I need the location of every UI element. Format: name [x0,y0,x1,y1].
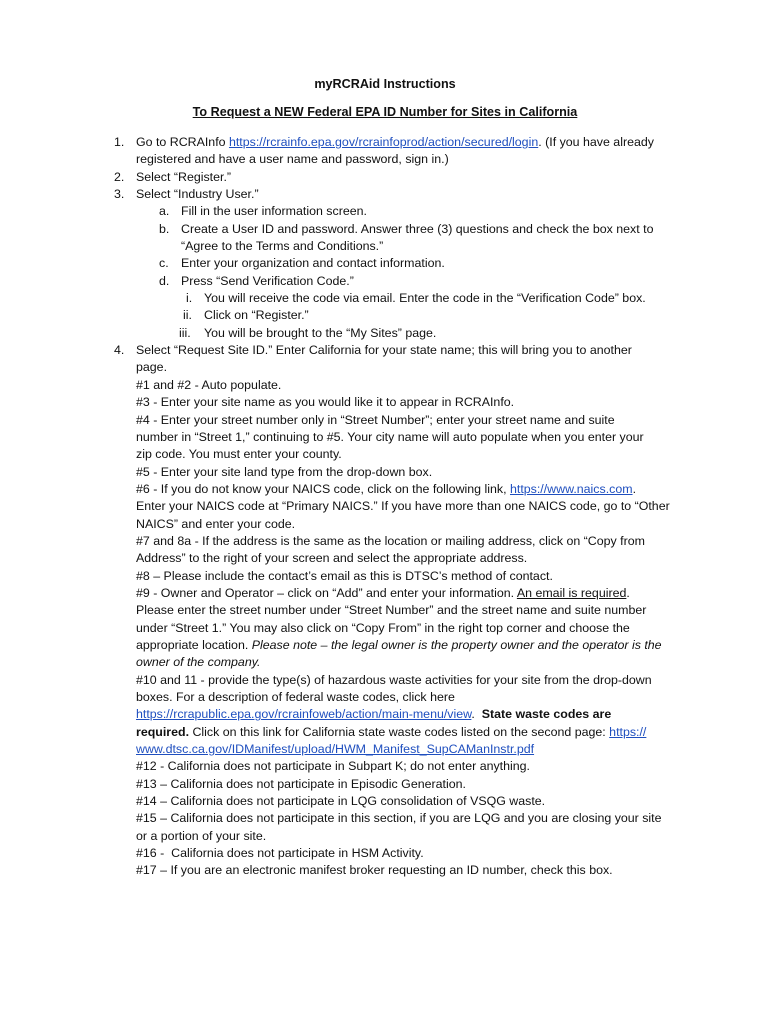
field-10-11-cont [0,741,770,758]
field-4-cont [0,429,770,446]
field-note: Enter your NAICS code at “Primary NAICS.” If you have more than one NAICS code, go to “Other [136,499,670,514]
step-4 [0,342,770,359]
roman-text: You will receive the code via email. Enter the code in the “Verification Code” box. [204,291,646,306]
field-note: or a portion of your site. [136,828,267,843]
page-subtitle: To Request a NEW Federal EPA ID Number for Sites in California [192,105,578,119]
legal-owner-note: Please note – the legal owner is the property owner and the operator is the [251,637,662,652]
step-4-cont [0,359,770,376]
instructions-list [0,134,770,880]
field-16 [0,845,770,862]
substep-text: Create a User ID and password. Answer three (3) questions and check the box next to [181,221,654,236]
roman-label: ii. [183,308,192,323]
field-note [136,724,646,741]
field-note-part: Click on this link for California state waste codes listed on the second page: [189,724,610,739]
field-note: NAICS” and enter your code. [136,516,296,531]
field-note-part: #9 - Owner and Operator – click on “Add” and enter your information. [136,585,517,600]
roman-label: i. [186,291,193,306]
step-text: page. [136,360,168,375]
substep-label: b. [159,221,170,236]
field-10-11-cont [0,724,770,741]
field-note: #10 and 11 - provide the type(s) of hazardous waste activities for your site from the drop-down [136,672,652,687]
step-2 [0,169,770,186]
field-note: #7 and 8a - If the address is the same as the location or mailing address, click on “Copy from [136,533,645,548]
substep-text: Press “Send Verification Code.” [181,273,354,288]
substep-d-i [0,290,770,307]
substep-d-ii [0,307,770,324]
field-10-11-cont [0,689,770,706]
substep-text: Enter your organization and contact information. [181,256,445,271]
field-15 [0,810,770,827]
page-title: myRCRAid Instructions [314,77,456,91]
field-note-part: . [632,481,637,496]
field-10-11-cont [0,706,770,723]
field-7 [0,533,770,550]
field-4 [0,412,770,429]
field-10-11 [0,672,770,689]
field-note [136,706,611,723]
field-note [136,637,662,654]
field-note: #1 and #2 - Auto populate. [136,377,282,392]
field-note [136,481,636,498]
substep-b-cont [0,238,770,255]
step-number: 1. [114,135,125,149]
field-5 [0,464,770,481]
field-note: zip code. You must enter your county. [136,447,342,462]
substep-label: a. [159,204,170,219]
field-note: #12 - California does not participate in Subpart K; do not enter anything. [136,759,530,774]
field-9-cont [0,602,770,619]
field-6 [0,481,770,498]
field-6-cont [0,498,770,515]
ca-waste-codes-link-cont[interactable]: www.dtsc.ca.gov/IDManifest/upload/HWM_Manifest_SupCAManInstr.pdf [136,742,535,757]
legal-owner-note: owner of the company. [136,655,261,670]
substep-text: “Agree to the Terms and Conditions.” [181,239,384,254]
field-9-cont [0,620,770,637]
email-required-note: An email is required [516,585,627,600]
field-note-part: . [471,707,482,722]
field-note: boxes. For a description of federal waste codes, click here [136,690,455,704]
field-9-cont [0,654,770,671]
step-text: Select “Industry User.” [136,187,259,202]
step-number: 3. [114,187,125,202]
step-number: 2. [114,169,125,184]
field-3 [0,394,770,411]
field-note: number in “Street 1,” continuing to #5. Your city name will auto populate when you enter your [136,429,644,444]
field-note-part: . [626,585,630,600]
field-17 [0,862,770,879]
field-note [136,585,630,602]
field-1-2 [0,377,770,394]
field-14 [0,793,770,810]
field-note: #13 – California does not participate in Episodic Generation. [136,776,466,791]
step-1-cont [0,151,770,168]
substep-b [0,221,770,238]
field-9-cont [0,637,770,654]
step-text: Select “Request Site ID.” Enter California for your state name; this will bring you to another [136,343,632,358]
federal-waste-codes-link[interactable]: https://rcrapublic.epa.gov/rcrainfoweb/action/main-menu/view [136,707,472,722]
field-note: #5 - Enter your site land type from the drop-down box. [136,464,433,479]
field-note-part: #6 - If you do not know your NAICS code, click on the following link, [136,481,510,496]
field-13 [0,776,770,793]
roman-label: iii. [179,325,191,340]
field-15-cont [0,828,770,845]
naics-link[interactable]: https://www.naics.com [509,481,633,496]
state-codes-required-note: State waste codes are [481,707,612,722]
field-note: under “Street 1.” You may also click on “Copy From” in the right top corner and choose the [136,620,630,635]
field-note: #16 - California does not participate in HSM Activity. [136,846,424,861]
field-note: Please enter the street number under “Street Number” and the street name and suite number [136,603,647,618]
field-6-cont [0,516,770,533]
substep-text: Fill in the user information screen. [181,204,367,219]
step-text [136,134,654,151]
field-note: Address” to the right of your screen and select the appropriate address. [136,551,528,566]
field-note: #17 – If you are an electronic manifest broker requesting an ID number, check this box. [136,863,613,878]
substep-d [0,273,770,290]
field-9 [0,585,770,602]
step-1 [0,134,770,151]
roman-text: Click on “Register.” [204,308,309,323]
field-12 [0,758,770,775]
field-note: #4 - Enter your street number only in “Street Number”; enter your street name and suite [136,412,615,427]
substep-c [0,255,770,272]
field-7-cont [0,550,770,567]
ca-waste-codes-link[interactable]: https:// [609,724,647,739]
step-text-part: . (If you have already [538,135,654,149]
field-note: #3 - Enter your site name as you would like it to appear in RCRAInfo. [136,395,515,410]
substep-label: c. [159,256,169,271]
step-text-part: Go to RCRAInfo [136,135,229,149]
field-note-part: appropriate location. [136,637,252,652]
field-8 [0,568,770,585]
step-text: registered and have a user name and password, sign in.) [136,152,449,167]
step-number: 4. [114,343,125,358]
step-text: Select “Register.” [136,169,232,184]
substep-label: d. [159,273,170,288]
field-4-cont [0,446,770,463]
field-note: #14 – California does not participate in LQG consolidation of VSQG waste. [136,794,546,809]
roman-text: You will be brought to the “My Sites” page. [204,325,437,340]
rcrainfo-login-link[interactable]: https://rcrainfo.epa.gov/rcrainfoprod/action/secured/login [228,135,539,149]
field-note: #8 – Please include the contact’s email as this is DTSC’s method of contact. [136,568,553,583]
substep-d-iii [0,325,770,342]
substep-a [0,203,770,220]
step-3 [0,186,770,203]
state-codes-required-note: required. [136,724,190,739]
field-note: #15 – California does not participate in this section, if you are LQG and you are closing your site [136,811,662,826]
